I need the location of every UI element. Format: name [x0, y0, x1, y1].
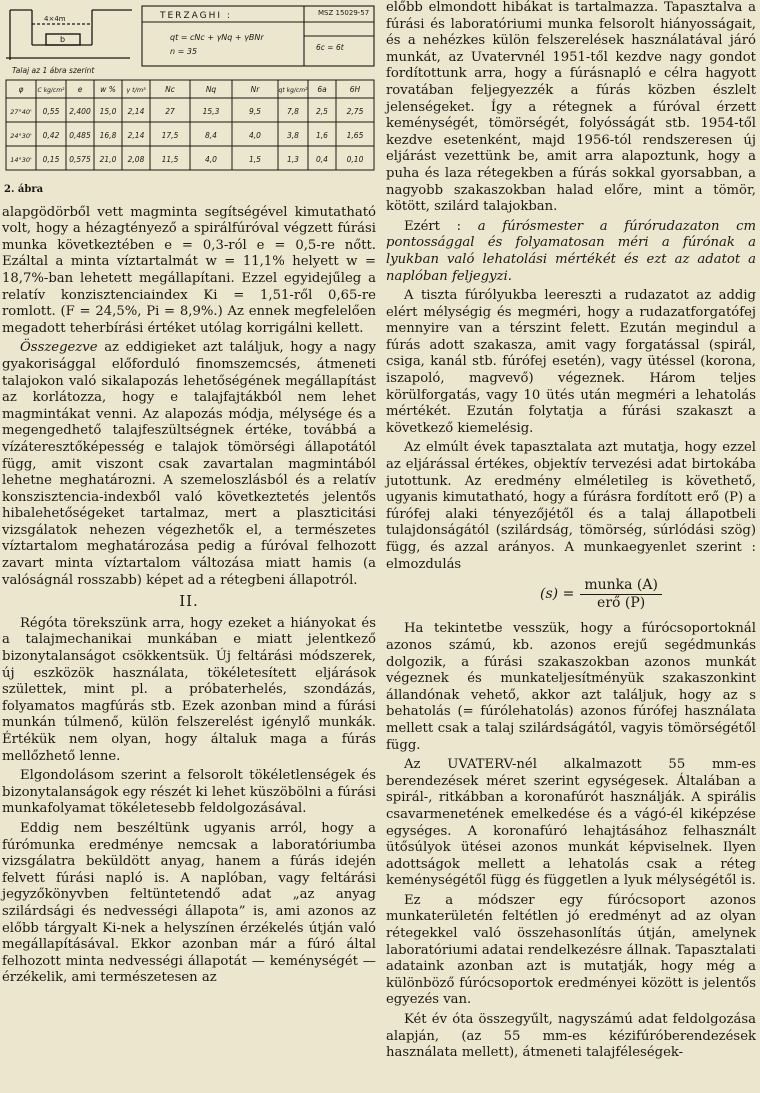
cell: 2,08	[127, 155, 145, 164]
cell: 17,5	[161, 131, 179, 140]
equation-fraction	[580, 577, 662, 611]
cell: 11,5	[161, 155, 179, 164]
cell: 0,4	[316, 155, 328, 164]
cell: 24°30'	[10, 132, 32, 140]
paragraph-lead: Ezért :	[404, 218, 462, 234]
figure-diagram	[2, 0, 376, 178]
cell: 1,65	[346, 131, 364, 140]
equation-denominator: erő (P)	[597, 594, 646, 611]
th-nc: Nc	[165, 85, 175, 94]
paragraph-lead: Összegezve	[20, 340, 98, 356]
cell: 27°40'	[10, 108, 32, 116]
paragraph: Az elmúlt évek tapasztalata azt mutatja, hogy ezzel az eljárással értékes, objektív tervezési adat birtokába jutottunk. Az eredmény elméletileg is követhető, ugyanis kimutatható, hogy a fúrásra fordított erő (P) a fúrófej alaki tényezőjétől és a talaj állapotbeli tulajdonságától (szilárdság, tömörség, súrlódási szög) függ, és azzal arányos. A munkaegyenlet szerint : elmozdulás	[386, 440, 756, 572]
cell: 0,15	[42, 155, 60, 164]
dims-label: 4×4m	[44, 15, 66, 23]
cell: 3,8	[287, 131, 299, 140]
n-value: n = 35	[170, 47, 198, 56]
paragraph-body: az eddigieket azt találjuk, hogy a nagy gyakorisággal előforduló finomszemcsés, átmeneti talajokon való sikalapozás lehetőségének megállapítást az korlátozza, hogy e talajfajtákból nem lehet magmintákat venni. Az alapozás módja, mélysége és a megengedhető talajfeszültségnek értéke, továbbá a vízáteresztőképesség e talajok tömörségi állapotától függ, amit viszont csak zavartalan magmintából lehetne meghatározni. A szemeloszlásból és a relatív konszisztencia-indexből való következtetés jelentős hibalehetőségeket tartalmaz, mert a plaszticitási vizsgálatok nehezen végezhetők el, a természetes víztartalom meghatározása pedig a fúróval felhozott zavart minta víztartalom változása miatt hamis (a valóságnál rosszabb) képet ad a rétegbeni állapotról.	[2, 340, 376, 588]
cell: 4,0	[249, 131, 261, 140]
cell: 2,14	[127, 107, 145, 116]
th-w: w %	[100, 85, 116, 94]
cell: 0,575	[69, 155, 91, 164]
b-label: b	[60, 35, 66, 44]
equation-lhs: (s) =	[540, 585, 575, 602]
cell: 14°30'	[10, 156, 32, 164]
cell: 0,10	[346, 155, 364, 164]
cell: 0,485	[69, 131, 91, 140]
th-nq: Nq	[205, 85, 217, 94]
th-qt: qt kg/cm²	[278, 87, 308, 94]
paragraph: A tiszta fúrólyukba leereszti a rudazatot az addig elért mélységig és megméri, hogy a rudazatforgatófej mennyire van a térszint felett. Ezután megindul a fúrás adott szakasza, amit vagy forgatással (spirál, csiga, kanál stb. fúrófej esetén), vagy ütéssel (korona, iszapoló, magvevő) végeznek. Három teljes körülforgatás, vagy 10 ütés után megméri a lehatolás mértékét. Ezután folytatja a fúrási szakaszt a következő kiemelésig.	[386, 288, 756, 436]
cell: 15,0	[99, 107, 117, 116]
cell: 2,400	[69, 107, 91, 116]
cell: 2,75	[346, 107, 364, 116]
table-row	[10, 131, 363, 140]
left-column	[2, 0, 376, 990]
figure-caption: 2. ábra	[4, 184, 44, 195]
cell: 0,42	[42, 131, 60, 140]
cell: 21,0	[99, 155, 117, 164]
cell: 27	[165, 107, 175, 116]
th-phi: φ	[18, 85, 24, 94]
figure-2	[2, 0, 376, 180]
right-column	[386, 0, 756, 1065]
cell: 16,8	[99, 131, 117, 140]
soil-label: Talaj az 1 ábra szerint	[12, 66, 95, 75]
cell: 4,0	[205, 155, 217, 164]
th-c: C kg/cm²	[37, 87, 65, 94]
th-gamma: γ t/m³	[126, 86, 146, 94]
bearing-formula: qt = cNc + γNq + γBNr	[170, 33, 264, 42]
paragraph-body: a fúrósmester a fúrórudazaton cm pontossággal és folyamatosan méri a fúrónak a lyukban való lehatolási mértékét és ezt az adatot a naplóban feljegyzi.	[386, 218, 756, 284]
table-row	[10, 155, 363, 164]
cell: 8,4	[205, 131, 217, 140]
cell: 1,5	[249, 155, 261, 164]
paragraph: előbb elmondott hibákat is tartalmazza. Tapasztalva a fúrási és laboratóriumi munka felsorolt hiányosságait, és a nehézkes külön felszerelések használatával járó munkát, az Uvatervnél 1951-től kezdve nagy gondot fordítottunk arra, hogy a fúrásnapló e célra hagyott rovatában feljegyezzék a fúrás közben észlelt jelenségeket. Így a rétegnek a fúróval érzett keménységét, tömörségét, folyósságát stb. 1954-től kezdve esetenként, majd 1956-tól rendszeresen új eljárást vezettünk be, amit arra alapoztunk, hogy a puha és laza rétegekben a fúrás sokkal gyorsabban, a nagyobb szakaszokban halad előre, mint a tömör, kötött, szilárd talajokban.	[386, 0, 756, 215]
equation-numerator: munka (A)	[580, 577, 662, 595]
cell: 7,8	[287, 107, 299, 116]
cell: 0,55	[42, 107, 60, 116]
th-6h: 6H	[349, 85, 361, 94]
paragraph: Régóta törekszünk arra, hogy ezeket a hiányokat és a talajmechanikai munkában e miatt jelentkező bizonytalanságot csökkentsük. Új feltárási módszerek, új eszközök használata, tökéletesített eljárások születtek, mint pl. a próbaterhelés, szondázás, folyamatos magfúrás stb. Ezek azonban mind a fúrási munkán túlmenő, külön felszerelést igénylő munkák. Értékük nem olyan, hogy általuk maga a fúrás mellőzhető lenne.	[2, 615, 376, 764]
paragraph: alapgödörből vett magminta segítségével kimutatható volt, hogy a hézagtényező a spirálfúróval végzett fúrási munka következtében e = 0,3-ról e = 0,5-re nőtt. Ezáltal a minta víztartalmát w = 11,1% helyett w = 18,7%-ban lehetett megállapítani. Ezzel egyidejűleg a relatív konzisztenciaindex Ki = 1,51-ről 0,65-re romlott. (F = 24,5%, Pi = 8,9%.) Az ennek megfelelően megadott teherbírási értéket utólag korrigálni kellett.	[2, 204, 376, 336]
paragraph	[386, 219, 756, 285]
paragraph: Két év óta összegyűlt, nagyszámú adat feldolgozása alapján, (az 55 mm-es kézifúróberendezések használata mellett), átmeneti talajféleségek-	[386, 1012, 756, 1061]
paragraph	[2, 340, 376, 589]
cell: 2,14	[127, 131, 145, 140]
paragraph: Eddig nem beszéltünk ugyanis arról, hogy a fúrómunka eredménye nemcsak a laboratóriumba vizsgálatra beküldött anyag, hanem a fúrás idején felvett fúrási napló is. A naplóban, vagy feltárási jegyzőkönyvben feltüntetendő adat „az anyag szilárdsági és nedvességi állapota” is, ami azonos az előbb tárgyalt Ki-nek a helyszínen érzékelés útján való megállapításával. Ekkor azonban már a fúró által felhozott minta nedvességi állapotát — keménységét — érzékelik, ami természetesen az	[2, 820, 376, 986]
paragraph: Az UVATERV-nél alkalmazott 55 mm-es berendezések méret szerint egységesek. Általában a spirál-, ritkábban a koronafúrót használják. A spirális csavarmenetének emelkedése és a vágó-él kiképzése egységes. A koronafúró lehajtásához felhasznált ütősúlyok ütései azonos munkát képviselnek. Ilyen adottságok mellett a lehatolás csak a réteg keménységétől függ és független a lyuk mélységétől is.	[386, 757, 756, 889]
cell: 1,6	[316, 131, 328, 140]
paragraph: Ez a módszer egy fúrócsoport azonos munkaterületén feltétlen jó eredményt ad az olyan rétegekkel való összehasonlítás útján, amelynek laboratóriumi adatai rendelkezésre állnak. Tapasztalati adataink azonban azt is mutatják, hogy még a különböző fúrócsoportok eredményei között is jelentős egyezés van.	[386, 892, 756, 1008]
code-label: MSZ 15029-57	[318, 9, 370, 17]
th-nr: Nr	[250, 85, 260, 94]
cell: 1,3	[287, 155, 299, 164]
work-equation	[446, 577, 756, 611]
th-6a: 6a	[317, 85, 327, 94]
cell: 15,3	[202, 107, 220, 116]
section-heading: II.	[179, 592, 199, 611]
terzaghi-header: TERZAGHI :	[160, 11, 232, 21]
th-e: e	[77, 85, 83, 94]
foundation-sketch	[6, 10, 132, 60]
cell: 9,5	[249, 107, 261, 116]
cell: 2,5	[316, 107, 328, 116]
code-small: 6c = 6t	[316, 43, 344, 52]
table-row	[10, 107, 363, 116]
paragraph: Elgondolásom szerint a felsorolt tökéletlenségek és bizonytalanságok egy részét ki lehet küszöbölni a fúrási munkafolyamat tökéletesebb feldolgozásával.	[2, 768, 376, 817]
paragraph: Ha tekintetbe vesszük, hogy a fúrócsoportoknál azonos számú, kb. azonos erejű segédmunkás dolgozik, a fúrási szakaszokban azonos munkát végeznek és munkateljesítményük szakaszonkint állandónak vehető, akkor azt találjuk, hogy az s behatolás (= fúrólehatolás) azonos fúrófej használata mellett csak a talaj szilárdságától, vagyis tömörségétől függ.	[386, 621, 756, 753]
